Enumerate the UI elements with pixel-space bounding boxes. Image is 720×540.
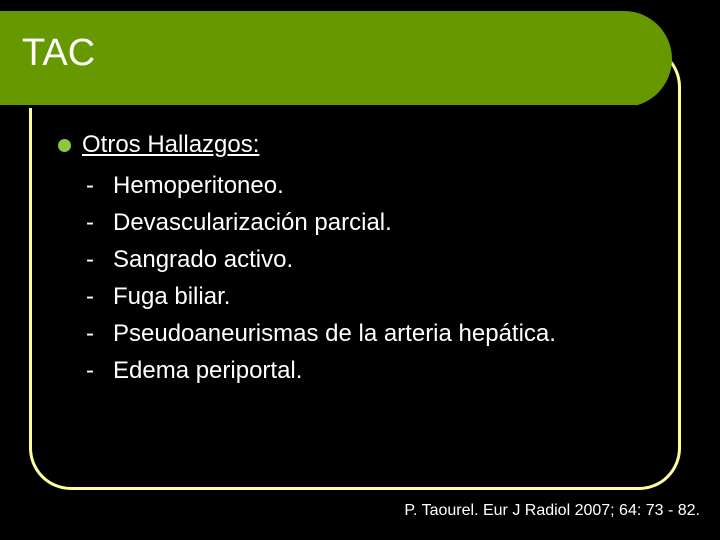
citation: P. Taourel. Eur J Radiol 2007; 64: 73 - 82. <box>404 502 700 519</box>
dash-marker: - <box>86 283 94 310</box>
slide-title: TAC <box>22 32 96 74</box>
bullet-dot-icon <box>58 139 71 152</box>
list-item <box>86 278 556 315</box>
list-item-text: Fuga biliar. <box>113 283 231 310</box>
findings-list <box>86 167 556 389</box>
dash-marker: - <box>86 246 94 273</box>
dash-marker: - <box>86 172 94 199</box>
bullet-heading-text: Otros Hallazgos: <box>82 131 260 158</box>
list-item <box>86 352 556 389</box>
dash-marker: - <box>86 320 94 347</box>
list-item-text: Hemoperitoneo. <box>113 172 284 199</box>
title-bar <box>0 11 672 107</box>
list-item <box>86 167 556 204</box>
list-item <box>86 204 556 241</box>
list-item-text: Pseudoaneurismas de la arteria hepática. <box>113 320 556 347</box>
list-item <box>86 315 556 352</box>
list-item-text: Edema periportal. <box>113 357 303 384</box>
dash-marker: - <box>86 209 94 236</box>
dash-marker: - <box>86 357 94 384</box>
list-item-text: Devascularización parcial. <box>113 209 392 236</box>
bullet-heading <box>58 130 259 160</box>
title-underline-rule <box>0 105 636 108</box>
list-item <box>86 241 556 278</box>
list-item-text: Sangrado activo. <box>113 246 294 273</box>
